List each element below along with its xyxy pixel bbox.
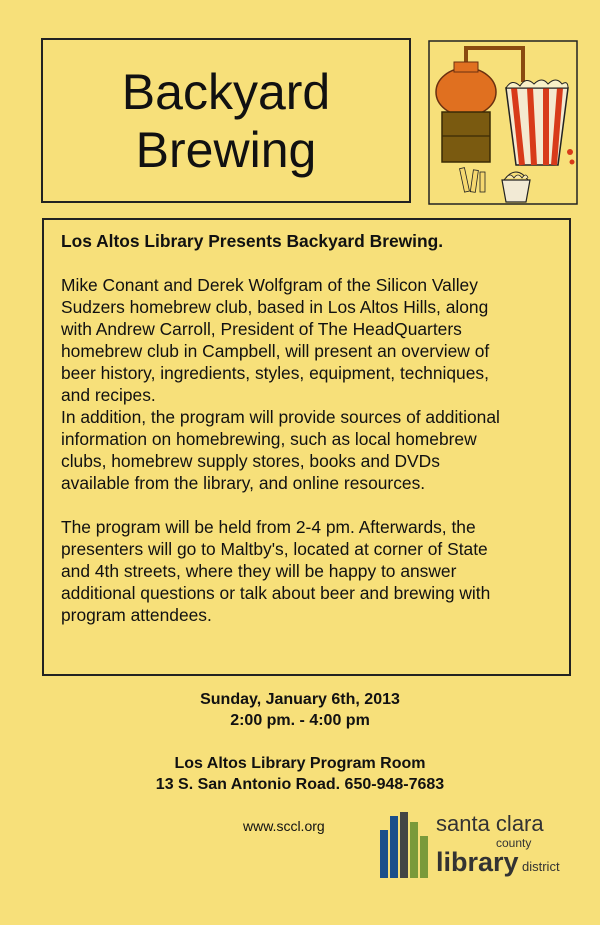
paragraph-1-line: with Andrew Carroll, President of The HeadQuarters	[61, 319, 462, 339]
paragraph-2-line: clubs, homebrew supply stores, books and DVDs	[61, 451, 440, 471]
paragraph-1-line: and recipes.	[61, 385, 156, 405]
paragraph-3-line: presenters will go to Maltby's, located at corner of State	[61, 539, 488, 559]
still-dome	[436, 68, 496, 116]
still-neck	[454, 62, 478, 72]
library-logo	[380, 812, 580, 882]
title-box	[41, 38, 411, 203]
paragraph-3-line: and 4th streets, where they will be happy to answer	[61, 561, 457, 581]
logo-text-santa-clara: santa clara	[436, 811, 544, 836]
logo-text-district: district	[522, 859, 560, 874]
paragraph-2-line: information on homebrewing, such as local homebrew	[61, 429, 477, 449]
logo-text-library: library	[436, 847, 519, 877]
program-description-box	[42, 218, 571, 676]
website-link[interactable]: www.sccl.org	[243, 818, 325, 834]
title-line-2: Brewing	[135, 121, 317, 178]
paragraph-3-line: The program will be held from 2-4 pm. Afterwards, the	[61, 517, 476, 537]
paragraph-3-line: additional questions or talk about beer and brewing with	[61, 583, 491, 603]
description-paragraph-1	[61, 274, 551, 406]
event-address: 13 S. San Antonio Road. 650-948-7683	[155, 776, 445, 793]
event-time: 2:00 pm. - 4:00 pm	[230, 712, 370, 729]
paragraph-1-line: beer history, ingredients, styles, equipment, techniques,	[61, 363, 489, 383]
small-pail	[502, 180, 530, 202]
description-lead: Los Altos Library Presents Backyard Brewing.	[61, 231, 444, 251]
paragraph-1-line: Sudzers homebrew club, based in Los Altos Hills, along	[61, 297, 489, 317]
paragraph-1-line: homebrew club in Campbell, will present an overview of	[61, 341, 490, 361]
brewing-still-and-popcorn-illustration	[428, 40, 578, 205]
paragraph-1-line: Mike Conant and Derek Wolfgram of the Silicon Valley	[61, 275, 478, 295]
library-logo-bars-icon	[380, 812, 428, 880]
paragraph-2-line: available from the library, and online resources.	[61, 473, 426, 493]
still-base	[442, 112, 490, 162]
description-paragraph-2	[61, 406, 551, 494]
title-line-1: Backyard	[121, 63, 331, 120]
paragraph-3-line: program attendees.	[61, 605, 212, 625]
event-date: Sunday, January 6th, 2013	[200, 691, 400, 708]
description-paragraph-3	[61, 516, 551, 626]
logo-text-county: county	[496, 836, 532, 850]
event-venue: Los Altos Library Program Room	[174, 755, 426, 772]
paragraph-2-line: In addition, the program will provide sources of additional	[61, 407, 500, 427]
